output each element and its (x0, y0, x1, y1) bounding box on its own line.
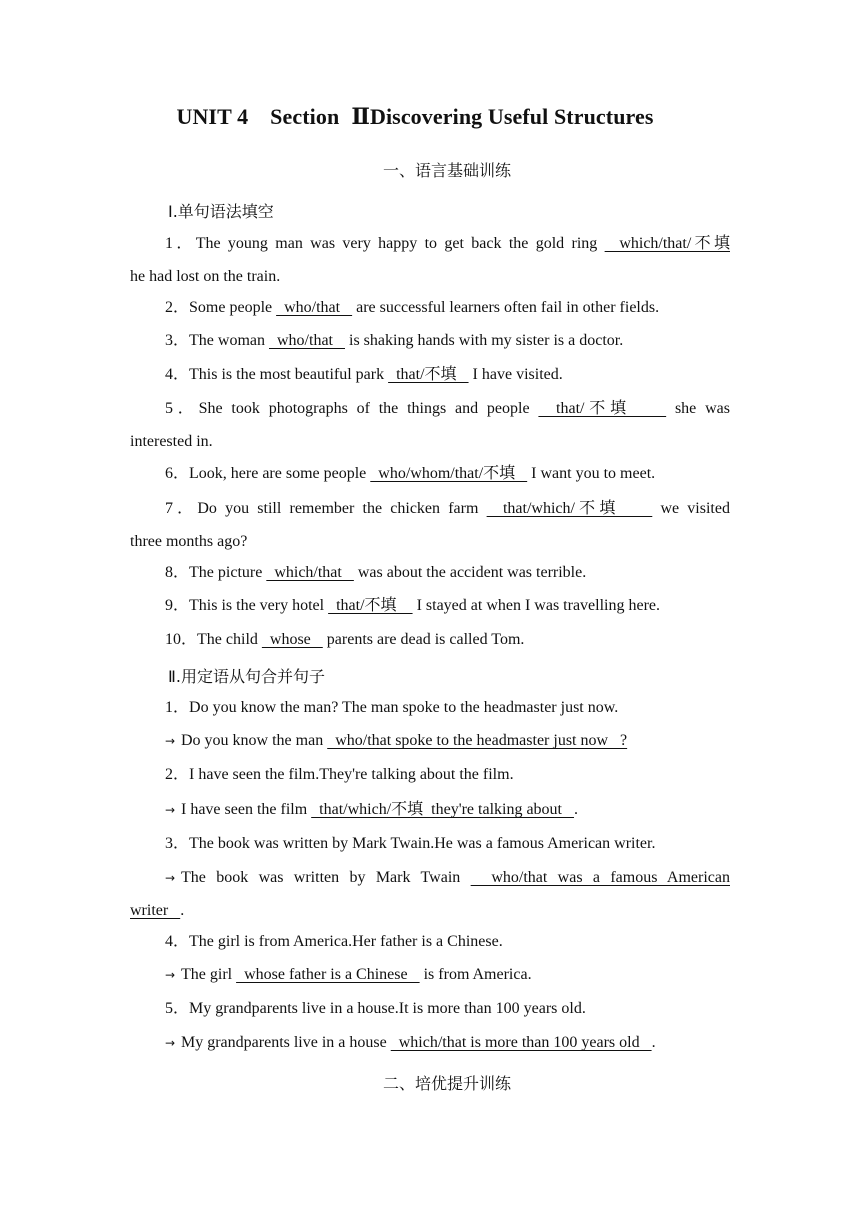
item-text: Some people (189, 299, 277, 316)
fill-item-10 (130, 630, 730, 650)
part1-heading: 一、语言基础训练 (382, 161, 511, 180)
combine-item-4 (130, 932, 730, 952)
page-title (0, 104, 830, 130)
answer-blank: who/that was a famous American (470, 869, 730, 886)
item-number: 2． (165, 766, 190, 783)
fill-item-8 (130, 563, 730, 583)
item-text: The book was written by Mark Twain.He was a famous American writer. (189, 835, 656, 852)
item-text: She took photographs of the things and people (198, 400, 539, 417)
answer-blank: who/that spoke to the headmaster just now ? (327, 732, 628, 749)
item-text: This is the very hotel (189, 597, 329, 614)
answer-blank: who/that (269, 332, 345, 349)
combine-sentences-heading: Ⅱ.用定语从句合并句子 (168, 667, 325, 686)
item-text: I have seen the film.They're talking about the film. (189, 766, 514, 783)
combine-item-1 (130, 698, 730, 718)
fill-item-9 (130, 596, 730, 616)
item-text: . (651, 1034, 656, 1051)
fill-item-6 (130, 464, 730, 484)
combine-answer-3-cont (130, 901, 730, 921)
arrow-icon: → (165, 734, 176, 748)
item-text: I stayed at when I was travelling here. (412, 597, 661, 614)
item-text: The woman (189, 332, 269, 349)
answer-blank: that/不填 (388, 366, 469, 383)
item-text: we visited (652, 500, 730, 517)
arrow-icon: → (165, 871, 176, 885)
item-text: Look, here are some people (189, 465, 371, 482)
answer-blank: that/不填 (538, 400, 667, 417)
item-text: . (574, 801, 579, 818)
item-text: I have seen the film (181, 801, 312, 818)
item-number: 2． (165, 299, 190, 316)
answer-blank: which/that/不填 (604, 235, 730, 252)
item-text: are successful learners often fail in other fields. (352, 299, 660, 316)
fill-item-7-cont: three months ago? (130, 533, 248, 550)
answer-blank: which/that is more than 100 years old (390, 1034, 652, 1051)
item-text: The book was written by Mark Twain (181, 869, 471, 886)
item-text: Do you know the man (181, 732, 328, 749)
answer-blank: who/that (276, 299, 353, 316)
item-number: 5． (165, 400, 199, 417)
combine-answer-1 (130, 731, 730, 751)
fill-item-5-cont: interested in. (130, 433, 213, 450)
fill-item-7 (130, 499, 730, 519)
answer-blank: writer (130, 902, 181, 919)
item-number: 1． (165, 235, 196, 252)
item-text: I have visited. (468, 366, 563, 383)
fill-blank-heading: Ⅰ.单句语法填空 (168, 202, 274, 221)
arrow-icon: → (165, 803, 176, 817)
answer-blank: who/whom/that/不填 (370, 465, 528, 482)
item-text: My grandparents live in a house (181, 1034, 391, 1051)
item-text: parents are dead is called Tom. (322, 631, 525, 648)
combine-answer-5 (130, 1033, 730, 1053)
item-number: 9． (165, 597, 190, 614)
combine-answer-4 (130, 965, 730, 985)
item-number: 4． (165, 933, 190, 950)
item-number: 3． (165, 332, 190, 349)
title-section: Section (270, 104, 340, 129)
combine-item-3 (130, 834, 730, 854)
item-text: This is the most beautiful park (189, 366, 389, 383)
item-number: 5． (165, 1000, 190, 1017)
combine-item-5 (130, 999, 730, 1019)
combine-item-2 (130, 765, 730, 785)
answer-blank: whose (261, 631, 323, 648)
answer-blank: that/不填 (328, 597, 413, 614)
fill-item-5 (130, 399, 730, 419)
item-text: The child (197, 631, 262, 648)
item-text: is from America. (419, 966, 532, 983)
item-text: The picture (189, 564, 267, 581)
part2-heading: 二、培优提升训练 (382, 1074, 511, 1093)
item-text: . (180, 902, 185, 919)
title-name: ⅡDiscovering Useful Structures (351, 104, 654, 129)
item-text: Do you still remember the chicken farm (197, 500, 487, 517)
item-text: Do you know the man? The man spoke to the headmaster just now. (189, 699, 619, 716)
answer-blank: which/that (266, 564, 354, 581)
item-text: The girl is from America.Her father is a Chinese. (189, 933, 503, 950)
item-number: 3． (165, 835, 190, 852)
fill-item-1 (130, 234, 730, 254)
item-number: 4． (165, 366, 190, 383)
item-text: The young man was very happy to get back the gold ring (195, 235, 605, 252)
answer-blank: that/which/不填 (486, 500, 653, 517)
answer-blank: that/which/不填 they're talking about (311, 801, 575, 818)
combine-answer-3 (130, 868, 730, 888)
item-text: was about the accident was terrible. (353, 564, 587, 581)
fill-item-3 (130, 331, 730, 351)
combine-answer-2 (130, 800, 730, 820)
item-text: The girl (181, 966, 237, 983)
item-number: 8． (165, 564, 190, 581)
item-text: is shaking hands with my sister is a doctor. (345, 332, 624, 349)
arrow-icon: → (165, 1036, 176, 1050)
arrow-icon: → (165, 968, 176, 982)
answer-blank: whose father is a Chinese (236, 966, 420, 983)
item-text: she was (666, 400, 730, 417)
item-number: 1． (165, 699, 190, 716)
title-unit: UNIT 4 (176, 104, 249, 129)
fill-item-1-cont: he had lost on the train. (130, 268, 281, 285)
fill-item-4 (130, 365, 730, 385)
item-text: I want you to meet. (527, 465, 656, 482)
item-text: My grandparents live in a house.It is more than 100 years old. (189, 1000, 586, 1017)
fill-item-2 (130, 298, 730, 318)
item-number: 7． (165, 500, 198, 517)
item-number: 10． (165, 631, 198, 648)
item-number: 6． (165, 465, 190, 482)
